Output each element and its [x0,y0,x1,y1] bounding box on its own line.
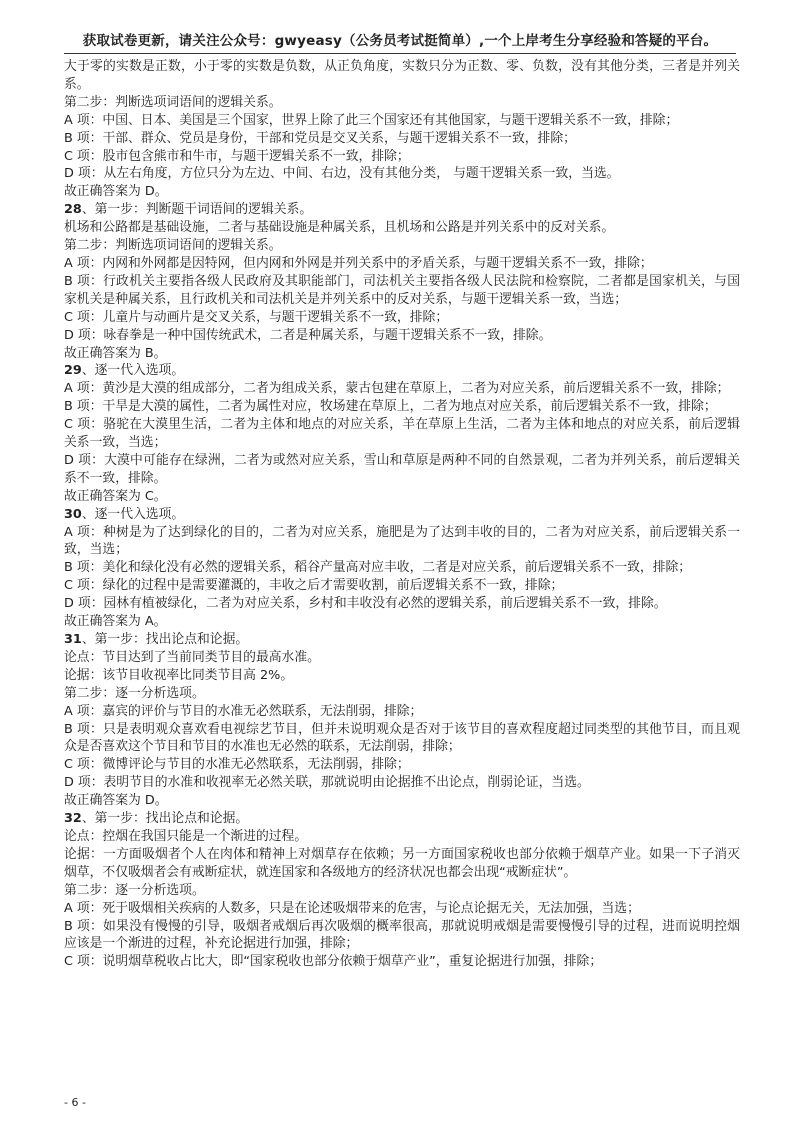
text-line: C 项：骆驼在大漠里生活，二者为主体和地点的对应关系，羊在草原上生活，二者为主体和地点的对应关系，前后逻辑关系一致，当选； [64,417,740,451]
header-divider [64,53,736,54]
text-line: A 项：死于吸烟相关疾病的人数多，只是在论述吸烟带来的危害，与论点论据无关，无法加强，当选； [64,900,640,916]
text-line: A 项：嘉宾的评价与节目的水准无必然联系，无法削弱，排除； [64,703,423,719]
text-line: 论点：节目达到了当前同类节目的最高水准。 [64,649,320,665]
text-line: A 项：中国、日本、美国是三个国家，世界上除了此三个国家还有其他国家，与题干逻辑关系不一致，排除； [64,112,679,128]
text-line: B 项：干旱是大漠的属性，二者为属性对应，牧场建在草原上，二者为地点对应关系，前后逻辑关系不一致，排除； [64,399,717,415]
text-line: D 项：从左右角度，方位只分为左边、中间、右边，没有其他分类， 与题干逻辑关系一致，当选。 [64,166,620,182]
question-heading-text: 、逐一代入选项。 [81,506,185,522]
question-heading-text: 、第一步：找出论点和论据。 [81,811,249,827]
text-line: D 项：咏春拳是一种中国传统武术，二者是种属关系，与题干逻辑关系不一致，排除。 [64,327,552,343]
question-number: 28 [64,202,82,218]
text-line: B 项：美化和绿化没有必然的逻辑关系，稻谷产量高对应丰收，二者是对应关系，前后逻辑关系不一致，排除； [64,560,692,576]
question-heading [64,810,740,828]
text-line: B 项：干部、群众、党员是身份，干部和党员是交叉关系，与题干逻辑关系不一致，排除； [64,130,576,146]
question-heading-text: 、第一步：找出论点和论据。 [81,632,249,647]
question-heading [64,362,740,380]
text-line: B 项：只是表明观众喜欢看电视综艺节目，但并未说明观众是否对于该节目的喜欢程度超过同类型的其他节目，而且观众是否喜欢这个节目和节目的水准也无必然的联系，无法削弱，排除； [64,721,740,755]
text-line: A 项：种树是为了达到绿化的目的，二者为对应关系，施肥是为了达到丰收的目的，二者为对应关系，前后逻辑关系一致，当选； [64,524,740,558]
text-line: A 项：黄沙是大漠的组成部分，二者为组成关系，蒙古包建在草原上，二者为对应关系，前后逻辑关系不一致，排除； [64,381,730,397]
question-number: 29 [64,363,82,379]
page-number: - 6 - [64,1096,86,1109]
question-heading [64,631,740,649]
text-line: 第二步：逐一分析选项。 [64,685,205,701]
text-line: D 项：表明节目的水准和收视率无必然关联，那就说明由论据推不出论点，削弱论证，当选。 [64,775,590,791]
question-heading-text: 、第一步：判断题干词语间的逻辑关系。 [81,202,313,218]
question-heading-text: 、逐一代入选项。 [81,363,185,379]
text-line: 故正确答案为 D。 [64,184,168,200]
text-line: 论据：一方面吸烟者个人在肉体和精神上对烟草存在依赖；另一方面国家税收也部分依赖于烟草产业。如果一下子消灭烟草，不仅吸烟者会有戒断症状，就连国家和各级地方的经济状况也都会出现“戒断症状”。 [64,846,740,880]
document-body [64,58,740,971]
text-line: B 项：行政机关主要指各级人民政府及其职能部门，司法机关主要指各级人民法院和检察院，二者都是国家机关，与国家机关是种属关系，且行政机关和司法机关是并列关系中的反对关系，与题干逻辑关系一致，当选； [64,273,740,307]
text-line: 大于零的实数是正数，小于零的实数是负数，从正负角度，实数只分为正数、零、负数，没有其他分类，三者是并列关系。 [64,59,740,92]
question-number: 32 [64,811,82,827]
text-line: 故正确答案为 A。 [64,614,167,630]
text-line: 论据：该节目收视率比同类节目高 2%。 [64,667,294,683]
text-line: 第二步：逐一分析选项。 [64,882,205,898]
header-notice: 获取试卷更新，请关注公众号：gwyeasy（公务员考试挺简单）,一个上岸考生分享经验和答疑的平台。 [82,33,718,49]
text-line: 故正确答案为 D。 [64,793,168,809]
text-line: 故正确答案为 B。 [64,345,167,361]
question-number: 31 [64,632,82,647]
question-number: 30 [64,506,82,522]
text-line: 论点：控烟在我国只能是一个渐进的过程。 [64,828,308,844]
text-line: C 项：微博评论与节目的水准无必然联系，无法削弱，排除； [64,757,410,773]
text-line: 机场和公路都是基础设施，二者与基础设施是种属关系，且机场和公路是并列关系中的反对关系。 [64,220,615,236]
text-line: C 项：说明烟草税收占比大，即“国家税收也部分依赖于烟草产业”，重复论据进行加强，排除； [64,954,603,970]
question-heading [64,506,740,524]
text-line: 第二步：判断选项词语间的逻辑关系。 [64,94,282,110]
text-line: 故正确答案为 C。 [64,488,167,504]
text-line: C 项：绿化的过程中是需要灌溉的，丰收之后才需要收割，前后逻辑关系不一致，排除； [64,578,564,594]
text-line: 第二步：判断选项词语间的逻辑关系。 [64,238,282,254]
text-line: B 项：如果没有慢慢的引导，吸烟者戒烟后再次吸烟的概率很高，那就说明戒烟是需要慢慢引导的过程，进而说明控烟应该是一个渐进的过程，补充论据进行加强，排除； [64,918,740,952]
question-heading [64,201,740,219]
text-line: D 项：园林有植被绿化，二者为对应关系，乡村和丰收没有必然的逻辑关系，前后逻辑关系不一致，排除。 [64,596,667,612]
text-line: A 项：内网和外网都是因特网，但内网和外网是并列关系中的矛盾关系，与题干逻辑关系不一致，排除； [64,255,653,271]
text-line: C 项：儿童片与动画片是交叉关系，与题干逻辑关系不一致，排除； [64,309,449,325]
page-header [0,0,800,56]
text-line: C 项：股市包含熊市和牛市，与题干逻辑关系不一致，排除； [64,148,410,164]
text-line: D 项：大漠中可能存在绿洲，二者为或然对应关系，雪山和草原是两种不同的自然景观，二者为并列关系，前后逻辑关系不一致，排除。 [64,452,740,486]
